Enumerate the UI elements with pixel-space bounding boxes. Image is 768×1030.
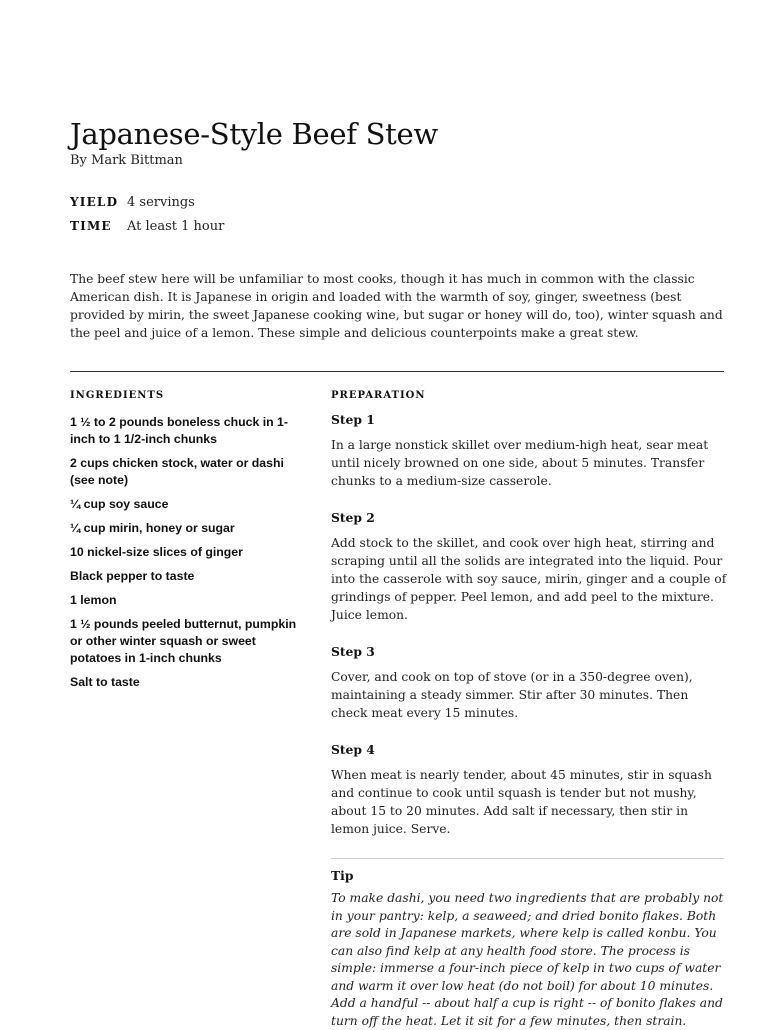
step-text: Cover, and cook on top of stove (or in a 350-degree oven), maintaining a steady simmer. Stir after 30 minutes. Then check meat every 15 minutes. (331, 670, 693, 720)
time-label: TIME (70, 219, 112, 233)
time-row (70, 219, 224, 234)
section-divider (70, 371, 724, 372)
ingredient-item: Black pepper to taste (70, 569, 195, 583)
ingredient-item: ¼ cup soy sauce (70, 497, 169, 511)
preparation-steps (331, 412, 727, 1030)
ingredient-item: Salt to taste (70, 675, 140, 689)
step-text: Add stock to the skillet, and cook over high heat, stirring and scraping until all the solids are integrated into the liquid. Pour into the casserole with soy sauce, mirin, ginger and a couple of grindings of pepper. Peel lemon, and add peel to the mixture. Juice lemon. (331, 536, 727, 622)
step-title: Step 1 (331, 412, 375, 427)
byline: By Mark Bittman (70, 153, 183, 168)
step-block (331, 644, 727, 722)
step-text: In a large nonstick skillet over medium-high heat, sear meat until nicely browned on one side, about 5 minutes. Transfer chunks to a medium-size casserole. (331, 438, 709, 488)
ingredient-item: 10 nickel-size slices of ginger (70, 545, 243, 559)
step-text: When meat is nearly tender, about 45 minutes, stir in squash and continue to cook until squash is tender but not mushy, about 15 to 20 minutes. Add salt if necessary, then stir in lemon juice. Serve. (331, 768, 712, 836)
step-block (331, 412, 727, 490)
step-block (331, 510, 727, 624)
ingredient-item: 1 ½ pounds peeled butternut, pumpkin or other winter squash or sweet potatoes in 1-inch chunks (70, 617, 297, 665)
tip-divider (331, 858, 724, 859)
ingredient-item: 2 cups chicken stock, water or dashi (see note) (70, 456, 284, 487)
tip-title: Tip (331, 868, 354, 883)
step-title: Step 3 (331, 644, 375, 659)
preparation-heading: PREPARATION (331, 390, 426, 401)
ingredients-heading: INGREDIENTS (70, 390, 165, 401)
time-value: At least 1 hour (127, 219, 225, 234)
ingredient-item: 1 lemon (70, 593, 117, 607)
recipe-title: Japanese-Style Beef Stew (70, 117, 438, 152)
yield-value: 4 servings (127, 195, 195, 210)
step-block (331, 742, 727, 838)
ingredients-list (70, 414, 310, 698)
step-title: Step 2 (331, 510, 375, 525)
step-title: Step 4 (331, 742, 375, 757)
ingredient-item: ¼ cup mirin, honey or sugar (70, 521, 235, 535)
tip-text: To make dashi, you need two ingredients that are probably not in your pantry: kelp, a seaweed; and dried bonito flakes. Both are sold in Japanese markets, where kelp is called konbu. You can also find kelp at any health food store. The process is simple: immerse a four-inch piece of kelp in two cups of water and warm it over low heat (do not boil) for about 10 minutes. Add a handful -- about half a cup is right -- of bonito flakes and turn off the heat. Let it sit for a few minutes, then strain. (331, 891, 724, 1028)
ingredient-item: 1 ½ to 2 pounds boneless chuck in 1-inch to 1 1/2-inch chunks (70, 415, 288, 446)
recipe-intro: The beef stew here will be unfamiliar to most cooks, though it has much in common with the classic American dish. It is Japanese in origin and loaded with the warmth of soy, ginger, sweetness (best provided by mirin, the sweet Japanese cooking wine, but sugar or honey will do, too), winter squash and the peel and juice of a lemon. These simple and delicious counterpoints make a great stew. (70, 272, 723, 341)
yield-label: YIELD (70, 195, 119, 209)
yield-row (70, 195, 195, 210)
